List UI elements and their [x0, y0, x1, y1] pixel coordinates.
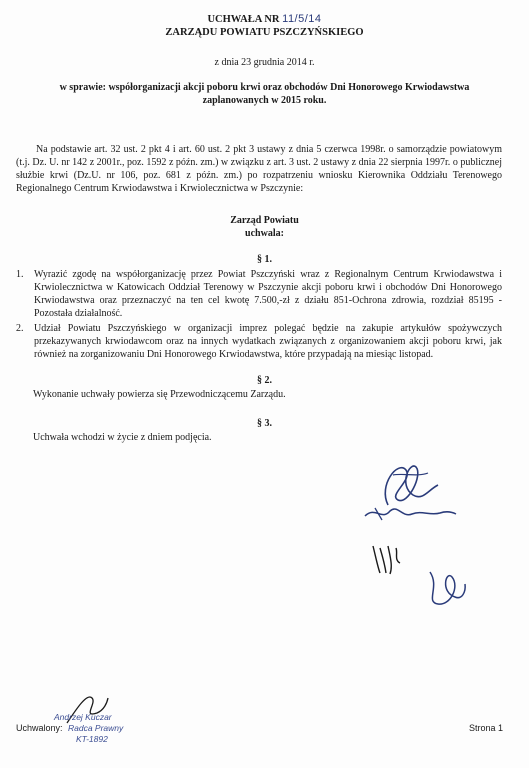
signature-3-image: [368, 538, 418, 578]
item-text: Wyrazić zgodę na współorganizację przez Powiat Pszczyński wraz z Regionalnym Centrum Krwiodawstwa i Krwiolecznictwa w Katowicach Oddział Terenowy w Pszczynie akcji poboru krwi i obchodów Dni Honorowego Krwiodawstwa oraz przeznaczyć na ten cel kwotę 7.500,-zł z działu 851-Ochrona zdrowia, rozdział 85195 - Pozostała działalność.: [34, 269, 502, 319]
item-number: 1.: [16, 269, 24, 280]
stamp-name: Andrzej Kuczar: [54, 712, 112, 722]
signature-2-image: [360, 496, 460, 526]
resolution-subject: w sprawie: współorganizacji akcji poboru krwi oraz obchodów Dni Honorowego Krwiodawstwa zaplanowanych w 2015 roku.: [59, 82, 470, 106]
section-1-item-1: [16, 268, 502, 320]
stamp-role: Radca Prawny: [68, 723, 124, 733]
adopted-label: Uchwalony:: [16, 723, 63, 733]
resolution-title: [0, 13, 529, 25]
board-heading: Zarząd Powiatu: [230, 215, 299, 226]
item-number: 2.: [16, 323, 24, 334]
section-3-heading: § 3.: [257, 418, 272, 429]
section-2-heading: § 2.: [257, 375, 272, 386]
section-2-text: Wykonanie uchwały powierza się Przewodniczącemu Zarządu.: [33, 389, 286, 400]
section-3-text: Uchwała wchodzi w życie z dniem podjęcia.: [33, 432, 212, 443]
item-text: Udział Powiatu Pszczyńskiego w organizacji imprez polegać będzie na zakupie artykułów spożywczych przekazywanych krwiodawcom oraz na innych wydatkach związanych z organizowaniem akcji poboru krwi, jak również na zorganizowaniu Dni Honorowego Krwiodawstwa, które przypadają na miesiąc listopad.: [34, 323, 502, 360]
page-number: Strona 1: [468, 723, 503, 733]
section-1-heading: § 1.: [257, 254, 272, 265]
section-1-item-2: [16, 322, 502, 361]
legal-stamp: [54, 712, 123, 745]
resolves-heading: uchwala:: [245, 228, 284, 239]
signature-4-image: [420, 562, 470, 612]
title-prefix: UCHWAŁA NR: [207, 14, 283, 25]
issuing-body: ZARZĄDU POWIATU PSZCZYŃSKIEGO: [165, 27, 364, 38]
stamp-code: KT-1892: [76, 734, 108, 744]
legal-basis-paragraph: Na podstawie art. 32 ust. 2 pkt 4 i art. 60 ust. 2 pkt 3 ustawy z dnia 5 czerwca 1998r. o samorządzie powiatowym (t.j. Dz. U. nr 142 z 2001r., poz. 1592 z późn. zm.) w związku z art. 3 ust. 2 ustawy z dnia 22 sierpnia 1997r. o publicznej służbie krwi (Dz.U. nr 106, poz. 681 z późn. zm.) po rozpatrzeniu wniosku Kierownika Oddziału Terenowego Regionalnego Centrum Krwiodawstwa i Krwiolecznictwa w Pszczynie:: [16, 144, 502, 194]
resolution-date: z dnia 23 grudnia 2014 r.: [214, 57, 315, 68]
resolution-number: 11/5/14: [282, 13, 322, 25]
